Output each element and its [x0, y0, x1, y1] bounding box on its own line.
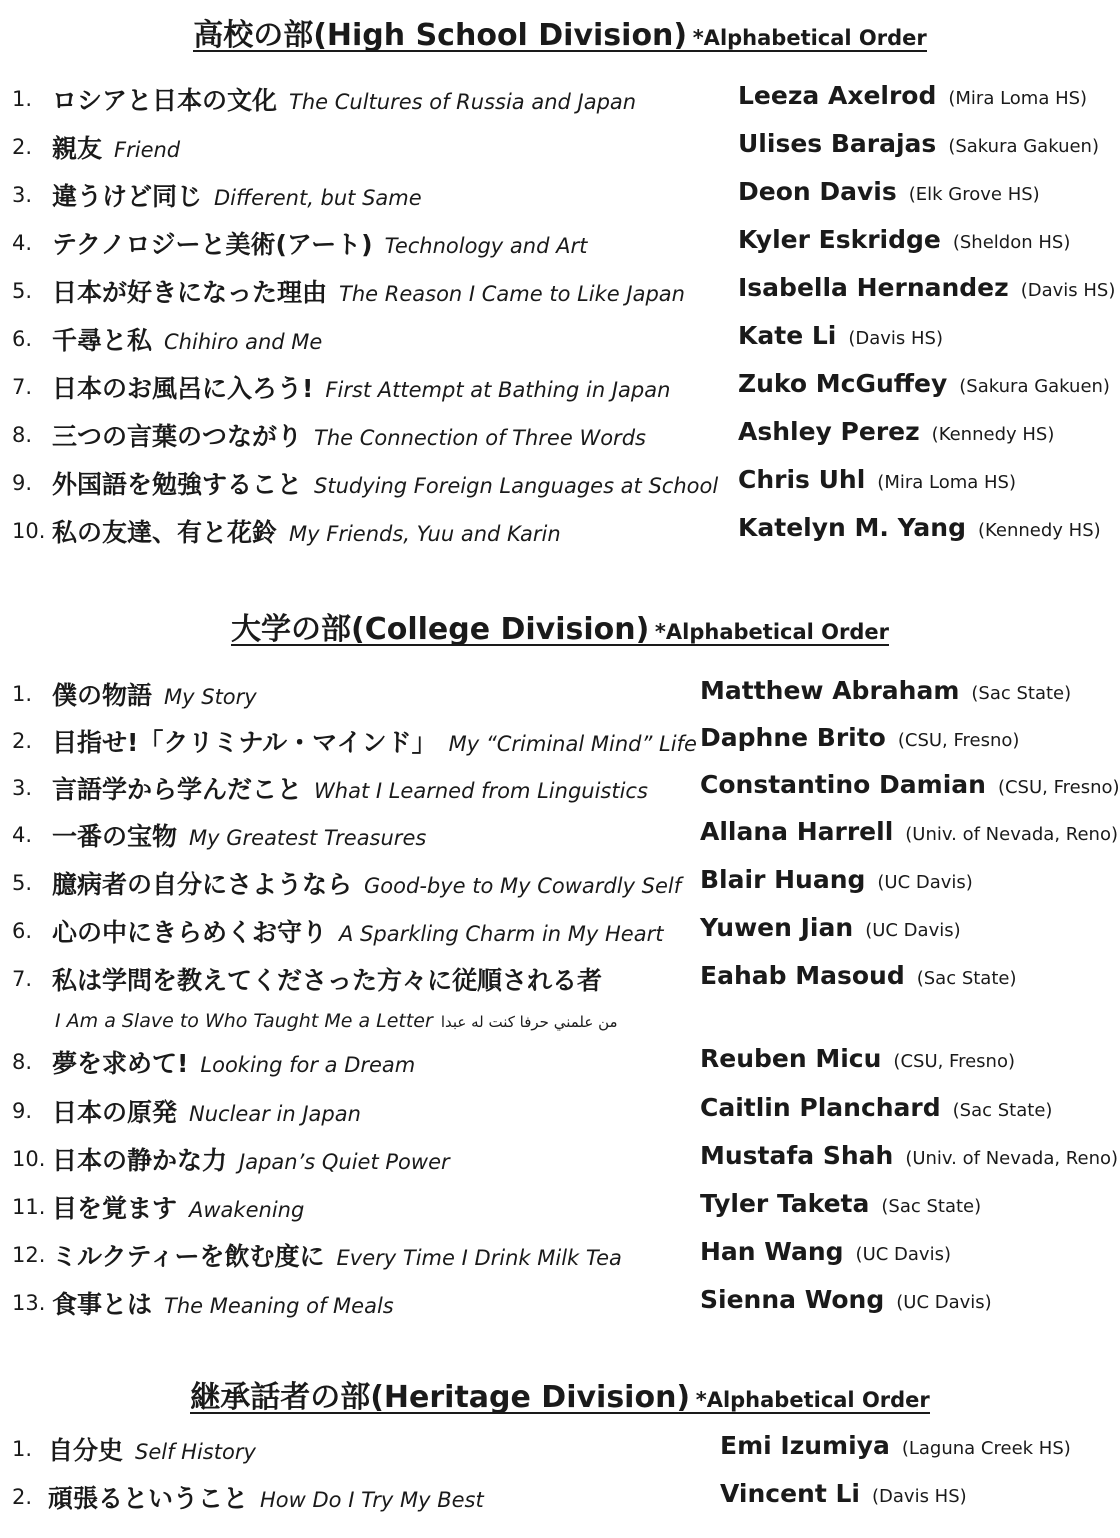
entry-author [738, 177, 1040, 206]
author-school: (Sheldon HS) [952, 232, 1071, 253]
entry-author [700, 723, 1019, 752]
entry-row [0, 318, 1120, 366]
entry-title-japanese: 僕の物語 [52, 681, 153, 710]
entry-number: 3. [12, 776, 33, 800]
entry-number: 5. [12, 871, 33, 895]
entry-row [0, 462, 1120, 510]
entry-row [0, 510, 1120, 558]
entry-title [52, 1285, 394, 1321]
entry-number: 2. [12, 1485, 33, 1509]
entry-title-japanese: 私は学問を教えてくださった方々に従順される者 [52, 966, 603, 995]
entry-title-japanese: 私の友達、有と花鈴 [52, 518, 278, 547]
entry-title [52, 1093, 361, 1129]
heading-note: *Alphabetical Order [695, 1388, 930, 1412]
author-name: Caitlin Planchard [700, 1093, 941, 1122]
entry-title-english: Self History [135, 1440, 256, 1464]
entry-number: 6. [12, 919, 33, 943]
entry-number: 4. [12, 823, 33, 847]
entry-title [52, 1044, 415, 1080]
entry-title-english: My Story [164, 685, 257, 709]
entry-number: 8. [12, 423, 33, 447]
entry-title-english: Nuclear in Japan [189, 1102, 361, 1126]
entry-title-english: My Friends, Yuu and Karin [289, 522, 561, 546]
entry-title-japanese: 自分史 [48, 1436, 124, 1465]
entry-author [700, 1237, 951, 1266]
entry-number: 4. [12, 231, 33, 255]
author-school: (Kennedy HS) [977, 520, 1101, 541]
author-name: Eahab Masoud [700, 961, 905, 990]
author-school: (Sakura Gakuen) [959, 376, 1110, 397]
author-name: Ulises Barajas [738, 129, 937, 158]
entry-title [52, 177, 422, 213]
entry-number: 7. [12, 375, 33, 399]
entry-author [738, 465, 1016, 494]
section-heading [0, 604, 1120, 648]
entry-row [0, 1282, 1120, 1330]
author-school: (Univ. of Nevada, Reno) [905, 824, 1118, 845]
entry-title [52, 961, 602, 997]
entry-row [0, 1234, 1120, 1282]
entry-row [0, 174, 1120, 222]
author-name: Leeza Axelrod [738, 81, 937, 110]
entry-row [0, 270, 1120, 318]
author-name: Katelyn M. Yang [738, 513, 966, 542]
entry-title-japanese: 一番の宝物 [52, 822, 178, 851]
author-school: (Sac State) [971, 683, 1072, 704]
entry-number: 5. [12, 279, 33, 303]
author-name: Vincent Li [720, 1479, 861, 1508]
entry-title [52, 770, 648, 806]
entry-title [52, 1237, 622, 1273]
entry-row [0, 1138, 1120, 1186]
author-name: Tyler Taketa [700, 1189, 870, 1218]
entry-title-english: The Meaning of Meals [164, 1294, 394, 1318]
entry-row [0, 1186, 1120, 1234]
entry-title-japanese: 日本のお風呂に入ろう! [52, 374, 314, 403]
entry-title-japanese: 臆病者の自分にさようなら [52, 870, 353, 899]
author-name: Sienna Wong [700, 1285, 885, 1314]
entry-author [700, 817, 1118, 846]
entry-number: 6. [12, 327, 33, 351]
author-name: Zuko McGuffey [738, 369, 948, 398]
author-school: (Laguna Creek HS) [901, 1438, 1071, 1459]
author-name: Allana Harrell [700, 817, 894, 846]
entry-title [52, 129, 180, 165]
entry-number: 11. [12, 1195, 46, 1219]
entry-row [0, 720, 1120, 768]
entry-title-english: Studying Foreign Languages at School [314, 474, 719, 498]
entry-number: 13. [12, 1291, 46, 1315]
entry-row [0, 1041, 1120, 1089]
author-name: Deon Davis [738, 177, 897, 206]
author-name: Mustafa Shah [700, 1141, 894, 1170]
entry-title-english: Friend [114, 138, 181, 162]
author-school: (Univ. of Nevada, Reno) [905, 1148, 1119, 1169]
entry-number: 3. [12, 183, 33, 207]
author-school: (CSU, Fresno) [997, 777, 1120, 798]
entry-author [700, 770, 1120, 799]
entry-title-english: Chihiro and Me [164, 330, 323, 354]
entry-author [738, 417, 1054, 446]
entry-row [0, 910, 1120, 958]
entry-title [52, 369, 670, 405]
author-name: Ashley Perez [738, 417, 920, 446]
entry-number: 9. [12, 1099, 33, 1123]
entry-row [0, 1090, 1120, 1138]
entry-title [52, 321, 322, 357]
author-name: Kate Li [738, 321, 837, 350]
entry-row [0, 673, 1120, 721]
entry-row [0, 958, 1120, 1006]
entry-title-english: A Sparkling Charm in My Heart [339, 922, 664, 946]
author-school: (Davis HS) [848, 328, 944, 349]
author-name: Constantino Damian [700, 770, 986, 799]
entry-title-english: Looking for a Dream [200, 1053, 416, 1077]
entry-title-japanese: 食事とは [52, 1290, 153, 1319]
entry-title-japanese: ミルクティーを飲む度に [52, 1242, 325, 1271]
entry-author [738, 321, 943, 350]
author-school: (Mira Loma HS) [948, 88, 1088, 109]
entry-title [52, 225, 587, 261]
entry-title-japanese: 親友 [52, 134, 103, 163]
author-school: (UC Davis) [855, 1244, 951, 1265]
author-school: (CSU, Fresno) [893, 1051, 1016, 1072]
entry-author [700, 1141, 1118, 1170]
section-heading [0, 1372, 1120, 1416]
author-school: (Sac State) [881, 1196, 982, 1217]
entry-number: 10. [12, 519, 46, 543]
entry-author [700, 865, 973, 894]
entry-author [738, 81, 1087, 110]
entry-title-english: My Greatest Treasures [189, 826, 427, 850]
entry-subtitle [55, 1010, 618, 1032]
author-name: Matthew Abraham [700, 676, 960, 705]
author-school: (Elk Grove HS) [908, 184, 1040, 205]
author-name: Emi Izumiya [720, 1431, 890, 1460]
entry-number: 8. [12, 1050, 33, 1074]
author-name: Daphne Brito [700, 723, 886, 752]
heading-title: 継承話者の部(Heritage Division) [190, 1380, 691, 1415]
entry-title-english: Good-bye to My Cowardly Self [364, 874, 682, 898]
entry-author [738, 369, 1110, 398]
entry-author [700, 1044, 1015, 1073]
entry-title [48, 1431, 256, 1467]
entry-number: 2. [12, 729, 33, 753]
entry-title-english: The Reason I Came to Like Japan [339, 282, 685, 306]
entry-title [52, 1141, 450, 1177]
entry-author [700, 1093, 1052, 1122]
section-heading [0, 10, 1120, 54]
author-school: (Sac State) [952, 1100, 1053, 1121]
entry-row [0, 78, 1120, 126]
entry-title-english: Different, but Same [214, 186, 422, 210]
entry-number: 1. [12, 682, 33, 706]
entry-row [0, 414, 1120, 462]
subtitle-arabic: من علمني حرفا كنت له عبدا [440, 1013, 618, 1031]
author-name: Yuwen Jian [700, 913, 854, 942]
entry-author [738, 225, 1070, 254]
entry-number: 9. [12, 471, 33, 495]
entry-row [0, 1428, 1120, 1476]
entry-row [0, 222, 1120, 270]
entry-row [0, 126, 1120, 174]
author-school: (Davis HS) [872, 1486, 967, 1507]
entry-title-japanese: 心の中にきらめくお守り [52, 918, 328, 947]
entry-row [0, 366, 1120, 414]
entry-title-japanese: 違うけど同じ [52, 182, 203, 211]
entry-title-english: The Cultures of Russia and Japan [289, 90, 637, 114]
author-school: (Davis HS) [1020, 280, 1116, 301]
entry-title-english: Japan’s Quiet Power [239, 1150, 450, 1174]
entry-row [0, 862, 1120, 910]
entry-author [700, 961, 1016, 990]
entry-title-english: How Do I Try My Best [260, 1488, 484, 1512]
entry-author [700, 676, 1071, 705]
entry-number: 10. [12, 1147, 46, 1171]
entry-title-japanese: 頑張るということ [48, 1484, 249, 1513]
author-name: Han Wang [700, 1237, 844, 1266]
entry-title [52, 273, 685, 309]
entry-title-japanese: 日本が好きになった理由 [52, 278, 328, 307]
entry-title-english: The Connection of Three Words [314, 426, 646, 450]
subtitle-english: I Am a Slave to Who Taught Me a Letter [55, 1010, 433, 1032]
entry-author [700, 913, 961, 942]
author-school: (Kennedy HS) [931, 424, 1055, 445]
entry-title-english: What I Learned from Linguistics [314, 779, 648, 803]
entry-title-japanese: ロシアと日本の文化 [52, 86, 278, 115]
entry-author [720, 1479, 967, 1508]
entry-number: 2. [12, 135, 33, 159]
author-school: (UC Davis) [877, 872, 973, 893]
entry-author [700, 1189, 981, 1218]
author-name: Kyler Eskridge [738, 225, 941, 254]
entry-number: 1. [12, 87, 33, 111]
author-school: (Sac State) [916, 968, 1017, 989]
entry-row [0, 1476, 1120, 1524]
entry-title-japanese: 夢を求めて! [52, 1049, 189, 1078]
entry-title-japanese: テクノロジーと美術(アート) [52, 230, 373, 259]
heading-note: *Alphabetical Order [692, 26, 927, 50]
entry-title-japanese: 目を覚ます [52, 1194, 178, 1223]
heading-note: *Alphabetical Order [654, 620, 889, 644]
author-name: Blair Huang [700, 865, 866, 894]
author-name: Reuben Micu [700, 1044, 882, 1073]
entry-author [738, 273, 1115, 302]
entry-title [52, 513, 561, 549]
entry-title-english: First Attempt at Bathing in Japan [325, 378, 671, 402]
entry-author [738, 513, 1101, 542]
entry-title [52, 865, 681, 901]
heading-title: 大学の部(College Division) [230, 612, 650, 647]
entry-title-japanese: 千尋と私 [52, 326, 153, 355]
entry-title-japanese: 日本の原発 [52, 1098, 178, 1127]
entry-title-japanese: 言語学から学んだこと [52, 775, 303, 804]
entry-title-japanese: 日本の静かな力 [52, 1146, 228, 1175]
entry-title [52, 913, 663, 949]
entry-number: 1. [12, 1437, 33, 1461]
entry-title [52, 723, 697, 759]
entry-author [738, 129, 1099, 158]
entry-title-english: Technology and Art [384, 234, 588, 258]
entry-number: 7. [12, 967, 33, 991]
entry-title [52, 417, 646, 453]
entry-author [720, 1431, 1071, 1460]
author-name: Isabella Hernandez [738, 273, 1009, 302]
entry-title [52, 465, 718, 501]
entry-row [0, 814, 1120, 862]
entry-row [0, 767, 1120, 815]
author-school: (UC Davis) [896, 1292, 992, 1313]
entry-number: 12. [12, 1243, 46, 1267]
entry-title [48, 1479, 484, 1515]
entry-title-japanese: 三つの言葉のつながり [52, 422, 303, 451]
entry-title [52, 676, 257, 712]
entry-title [52, 817, 426, 853]
author-school: (CSU, Fresno) [897, 730, 1020, 751]
entry-title-japanese: 目指せ!「クリミナル・マインド」 [52, 728, 437, 757]
entry-title-english: Awakening [189, 1198, 305, 1222]
author-school: (Mira Loma HS) [877, 472, 1016, 493]
entry-title-japanese: 外国語を勉強すること [52, 470, 303, 499]
heading-title: 高校の部(High School Division) [193, 18, 688, 53]
entry-title-english: My “Criminal Mind” Life [448, 732, 697, 756]
entry-title [52, 81, 636, 117]
entry-author [700, 1285, 992, 1314]
author-name: Chris Uhl [738, 465, 866, 494]
entry-title-english: Every Time I Drink Milk Tea [336, 1246, 622, 1270]
author-school: (UC Davis) [865, 920, 961, 941]
author-school: (Sakura Gakuen) [948, 136, 1099, 157]
entry-title [52, 1189, 304, 1225]
